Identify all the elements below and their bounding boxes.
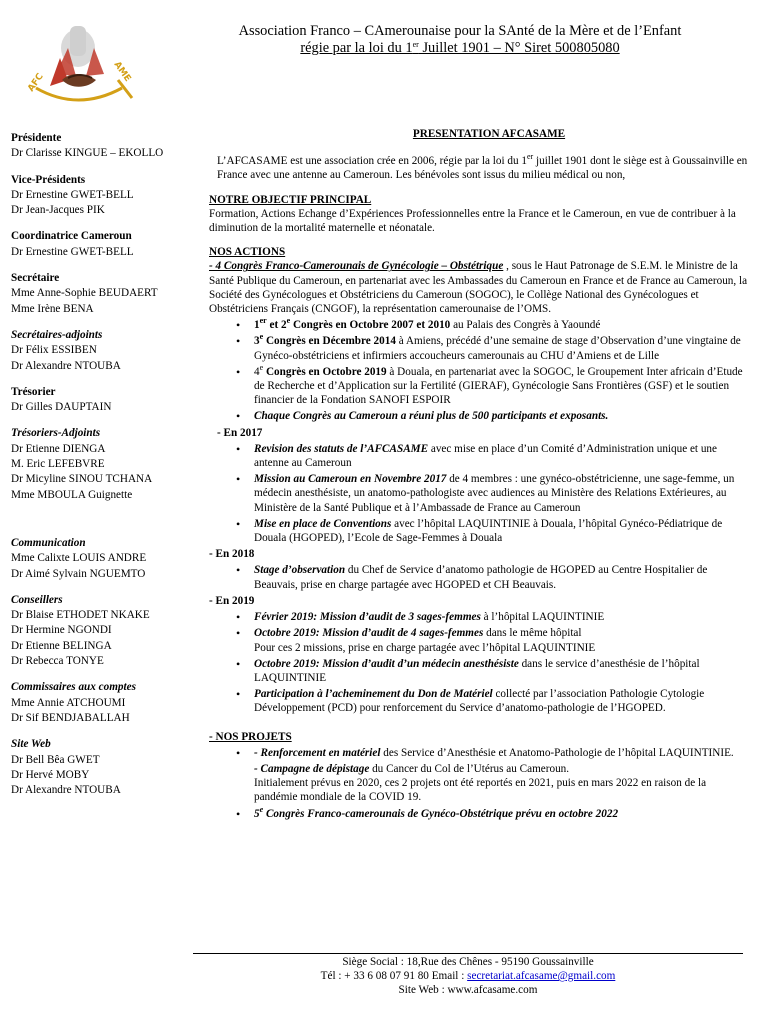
board-members-sidebar	[11, 131, 206, 798]
projects-list-cont	[209, 804, 749, 821]
sidebar-spacer	[11, 503, 206, 525]
actions-2019-list-cont	[209, 657, 749, 716]
email-link[interactable]: secretariat.afcasame@gmail.com	[467, 970, 616, 983]
year-2019-heading: - En 2019	[209, 594, 255, 607]
board-role-title: Secrétaire	[11, 272, 60, 285]
board-member-name: Mme Irène BENA	[11, 302, 94, 315]
actions-2019-list	[209, 610, 749, 640]
projects-heading: - NOS PROJETS	[209, 730, 292, 743]
board-member-name: Dr Bell Bêa GWET	[11, 753, 100, 766]
list-item: • Mission au Cameroun en Novembre 2017 de 4 membres : une gynéco-obstétricienne, une sage-femme, un médecin anesthésiste, un anatomo-pathologiste avec audiences au Ministère des Relations Extérieures, au Ministère de la Santé Publique et à l’Ambassade de France au Cameroun	[209, 472, 749, 515]
list-item: • 3e Congrès en Décembre 2014 à Amiens, précédé d’une semaine de stage d’Observation d’une vingtaine de Gynéco-obstétriciens et infirmiers accoucheurs camerounais au CHU d’Amiens et de Lille	[209, 334, 749, 362]
list-item: • Chaque Congrès au Cameroun a réuni plus de 500 participants et exposants.	[209, 409, 749, 423]
objective-heading: NOTRE OBJECTIF PRINCIPAL	[209, 193, 372, 206]
board-member-name: Mme Annie ATCHOUMI	[11, 696, 126, 709]
board-role-title: Secrétaires-adjoints	[11, 328, 103, 341]
mission-cost-note: Pour ces 2 missions, prise en charge partagée avec l’hôpital LAQUINTINIE	[254, 641, 596, 654]
board-role-title: Communication	[11, 536, 86, 549]
list-item: • Octobre 2019: Mission d’audit d’un médecin anesthésiste dans le service d’anesthésie de l’hôpital LAQUINTINIE	[209, 657, 749, 685]
board-member-name: Dr Gilles DAUPTAIN	[11, 401, 112, 414]
board-role-title: Site Web	[11, 738, 51, 751]
board-member-name: Dr Clarisse KINGUE – EKOLLO	[11, 147, 164, 160]
board-member-name: Dr Blaise ETHODET NKAKE	[11, 609, 150, 622]
list-item: • 4e Congrès en Octobre 2019 à Douala, en partenariat avec la SOGOC, le Groupement Inter africain d’Etude de Recherche et d’Application sur la Fertilité (GIERAF), Gynécologie Sans Frontières (GSF) et le soutien financier de la Fondation SANOFI ESPOIR	[209, 365, 749, 408]
board-member-name: Mme Calixte LOUIS ANDRE	[11, 552, 147, 565]
footer-divider	[193, 953, 743, 954]
association-name: Association Franco – CAmerounaise pour la SAnté de la Mère et de l’Enfant	[238, 23, 682, 39]
congress-list	[209, 318, 749, 423]
project-screening: - Campagne de dépistage du Cancer du Col de l’Utérus au Cameroun.	[254, 762, 570, 775]
board-member-name: Dr Alexandre NTOUBA	[11, 359, 121, 372]
board-member-name: Dr Hermine NGONDI	[11, 624, 112, 637]
board-role-title: Vice-Présidents	[11, 173, 86, 186]
head-office-address: Siège Social : 18,Rue des Chênes - 95190 Goussainville	[342, 956, 594, 968]
board-member-name: Dr Micyline SINOU TCHANA	[11, 473, 153, 486]
list-item: • Participation à l’acheminement du Don de Matériel collecté par l’association Pathologie Cytologie Développement (PCD) pour renforcement du Service d’anatomo-pathologie de l’HGOPED.	[209, 687, 749, 715]
board-member-name: Mme Anne-Sophie BEUDAERT	[11, 287, 158, 300]
board-member-name: Mme MBOULA Guignette	[11, 488, 133, 501]
legal-registration: régie par la loi du 1er Juillet 1901 – N° Siret 500805080	[300, 40, 620, 56]
list-item: • Stage d’observation du Chef de Service d’anatomo pathologie de HGOPED au Centre Hospitalier de Beauvais, prise en charge partagée avec HGOPED et CH Beauvais.	[209, 563, 749, 591]
board-member-name: Dr Aimé Sylvain NGUEMTO	[11, 567, 146, 580]
board-role-title: Commissaires aux comptes	[11, 681, 136, 694]
year-2017-heading: - En 2017	[217, 426, 263, 439]
board-member-name: Dr Ernestine GWET-BELL	[11, 188, 134, 201]
congress-paragraph: - 4 Congrès Franco-Camerounais de Gynécologie – Obstétrique , sous le Haut Patronage de S.E.M. le Ministre de la Santé Publique du Cameroun, en partenariat avec les Ambassades du Cameroun en France et de France au Cameroun, la Société des Gynécologues et Obstétriciens du Cameroun (SOGOC), le Collège National des Gynécologues et Obstétriciens Français (CNGOF), la représentation camerounaise de l’OMS.	[209, 260, 748, 316]
actions-2018-list	[209, 563, 749, 591]
intro-paragraph: L’AFCASAME est une association crée en 2006, régie par la loi du 1er juillet 1901 dont le siège est à Goussainville en France avec une antenne au Cameroun. Les bénévoles sont issus du milieu médical ou non,	[217, 152, 748, 182]
page-title: PRESENTATION AFCASAME	[412, 128, 566, 140]
board-member-name: Dr Jean-Jacques PIK	[11, 204, 105, 217]
list-item: • Mise en place de Conventions avec l’hôpital LAQUINTINIE à Douala, l’hôpital Gynéco-Pédiatrique de Douala (HGOPED), l’Ecole de Sage-Femmes à Douala	[209, 517, 749, 545]
board-member-name: Dr Hervé MOBY	[11, 768, 90, 781]
projects-list	[209, 746, 749, 760]
board-member-name: Dr Etienne BELINGA	[11, 639, 112, 652]
website-line[interactable]: Site Web : www.afcasame.com	[398, 984, 538, 997]
board-role-title: Coordinatrice Cameroun	[11, 230, 132, 243]
board-member-name: Dr Ernestine GWET-BELL	[11, 245, 134, 258]
project-postponement-note: Initialement prévus en 2020, ces 2 projets ont été reportés en 2021, puis en mars 2022 en raison de la pandémie mondiale de la COVID 19.	[254, 777, 707, 804]
board-role-title: Trésorier	[11, 385, 56, 398]
actions-2017-list	[209, 442, 749, 545]
actions-heading: NOS ACTIONS	[209, 246, 286, 259]
board-member-name: Dr Rebecca TONYE	[11, 655, 104, 668]
year-2018-heading: - En 2018	[209, 548, 255, 561]
board-member-name: Dr Félix ESSIBEN	[11, 344, 97, 357]
board-member-name: M. Eric LEFEBVRE	[11, 458, 105, 471]
list-item: • - Renforcement en matériel des Service d’Anesthésie et Anatomo-Pathologie de l’hôpital LAQUINTINIE.	[209, 746, 749, 760]
board-role-title: Présidente	[11, 132, 62, 144]
objective-text: Formation, Actions Echange d’Expériences Professionnelles entre la France et le Cameroun, en vue de contribuer à la diminution de la mortalité maternelle et néonatale.	[209, 207, 736, 235]
list-item: • Revision des statuts de l’AFCASAME avec mise en place d’un Comité d’Administration unique et une antenne au Cameroun	[209, 442, 749, 470]
board-member-name: Dr Sif BENDJABALLAH	[11, 711, 130, 724]
list-item: • Février 2019: Mission d’audit de 3 sages-femmes à l’hôpital LAQUINTINIE	[209, 610, 749, 624]
logo-lettering: AFC	[26, 71, 46, 94]
svg-text:AME: AME	[111, 59, 133, 84]
board-role-title: Conseillers	[11, 593, 63, 606]
presentation-body	[209, 127, 749, 823]
board-member-name: Dr Etienne DIENGA	[11, 442, 106, 455]
afcasame-logo	[18, 18, 138, 110]
list-item: • 1er et 2e Congrès en Octobre 2007 et 2010 au Palais des Congrès à Yaoundé	[209, 318, 749, 332]
list-item: • Octobre 2019: Mission d’audit de 4 sages-femmes dans le même hôpital	[209, 626, 749, 640]
board-role-title: Trésoriers-Adjoints	[11, 427, 101, 440]
footer	[193, 955, 743, 998]
board-member-name: Dr Alexandre NTOUBA	[11, 784, 121, 797]
list-item: • 5e Congrès Franco-camerounais de Gynéco-Obstétrique prévu en octobre 2022	[209, 807, 749, 821]
contact-line: Tél : + 33 6 08 07 91 80 Email : secretariat.afcasame@gmail.com	[320, 970, 616, 983]
